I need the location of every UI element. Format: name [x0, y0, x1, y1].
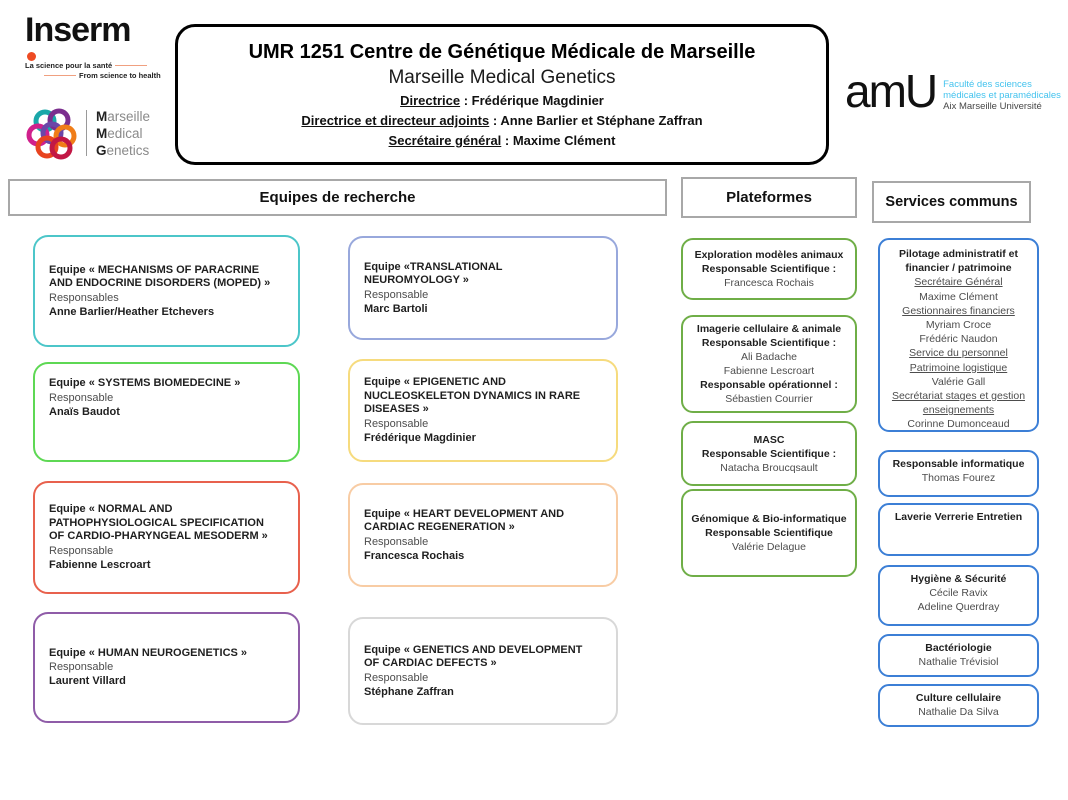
- team-title: Equipe « MECHANISMS OF PARACRINE AND ENDOCRINE DISORDERS (MOPED) »: [49, 263, 271, 289]
- platform-title: Génomique & Bio-informatique: [691, 513, 847, 525]
- unit-title-box: [175, 24, 829, 165]
- team-leader-names: Anaïs Baudot: [49, 405, 120, 418]
- unit-title: UMR 1251 Centre de Génétique Médicale de Marseille: [248, 41, 756, 63]
- amu-faculty-text: [943, 70, 1061, 112]
- team-title: Equipe «TRANSLATIONAL NEUROMYOLOGY »: [364, 260, 503, 286]
- platform-role-label: Responsable opérationnel :: [700, 379, 838, 391]
- team-role-label: Responsables: [49, 291, 119, 304]
- service-title: Responsable informatique: [892, 458, 1025, 470]
- inserm-logo: [25, 12, 175, 81]
- director-line: [178, 91, 826, 111]
- service-box-laverie-verrerie-entretien: [878, 503, 1039, 556]
- unit-subtitle: Marseille Medical Genetics: [388, 67, 616, 88]
- team-title: Equipe « SYSTEMS BIOMEDECINE »: [49, 377, 241, 389]
- service-person-name: Corinne Dumonceaud: [907, 418, 1010, 431]
- platform-responsible-name: Francesca Rochais: [724, 277, 814, 289]
- platform-role-label: Responsable Scientifique :: [701, 337, 837, 349]
- team-box-cardiac-defects: [348, 617, 618, 725]
- team-leader-names: Laurent Villard: [49, 675, 126, 688]
- team-box-epigenetic-nucleoskeleton: [348, 359, 618, 462]
- team-title: Equipe « HEART DEVELOPMENT AND CARDIAC REGENERATION »: [364, 507, 565, 533]
- team-leader-names: Anne Barlier/Heather Etchevers: [49, 305, 215, 318]
- tagline-rule: [115, 65, 147, 66]
- team-box-systems-biomedecine: [33, 362, 300, 462]
- service-role-label: Secrétaire Général: [914, 276, 1003, 289]
- service-person-name: Nathalie Trévisiol: [918, 656, 999, 669]
- director-label: Directrice: [400, 93, 461, 108]
- secretary-line: [178, 131, 826, 151]
- amu-logo: [845, 65, 1061, 117]
- team-role-label: Responsable: [49, 544, 114, 557]
- service-box-hygiene-securite: [878, 565, 1039, 626]
- service-box-culture-cellulaire: [878, 684, 1039, 727]
- secretary-name: : Maxime Clément: [501, 133, 616, 148]
- platform-role-label: Responsable Scientifique: [705, 527, 833, 539]
- service-box-pilotage-administratif: [878, 238, 1039, 432]
- deputies-line: [178, 111, 826, 131]
- platform-title: Exploration modèles animaux: [694, 249, 844, 261]
- service-person-name: Myriam Croce: [925, 319, 992, 332]
- deputies-names: : Anne Barlier et Stéphane Zaffran: [489, 113, 703, 128]
- service-title: Pilotage administratif et financier / patrimoine: [898, 248, 1019, 275]
- service-box-bacteriologie: [878, 634, 1039, 677]
- service-person-name: Maxime Clément: [919, 290, 998, 303]
- team-leader-names: Marc Bartoli: [364, 302, 428, 315]
- amu-faculty-line2: médicales et paramédicales: [943, 90, 1061, 101]
- service-title: Culture cellulaire: [915, 692, 1002, 704]
- service-role-label: Patrimoine logistique: [909, 361, 1008, 374]
- platform-responsible-name: Sébastien Courrier: [725, 393, 813, 405]
- team-box-moped: [33, 235, 300, 347]
- team-leader-names: Frédérique Magdinier: [364, 431, 476, 444]
- inserm-tagline-fr: [25, 61, 175, 71]
- amu-university-line: Aix Marseille Université: [943, 101, 1042, 112]
- amu-wordmark: amU: [845, 65, 937, 117]
- mmg-divider: [86, 110, 87, 156]
- inserm-tagline-en-text: From science to health: [79, 71, 161, 80]
- team-box-heart-development: [348, 483, 618, 587]
- mmg-line-medical: Medical: [96, 125, 143, 141]
- mmg-logo: [25, 106, 150, 160]
- service-person-name: Thomas Fourez: [921, 472, 996, 485]
- team-leader-names: Stéphane Zaffran: [364, 685, 454, 698]
- secretary-label: Secrétaire général: [388, 133, 502, 148]
- inserm-tagline: [25, 61, 175, 81]
- team-role-label: Responsable: [364, 535, 429, 548]
- team-title: Equipe « NORMAL AND PATHOPHYSIOLOGICAL SPECIFICATION OF CARDIO-PHARYNGEAL MESODERM »: [49, 503, 268, 543]
- platform-responsible-name: Natacha Broucqsault: [720, 461, 818, 474]
- service-person-name: Nathalie Da Silva: [918, 706, 999, 719]
- team-role-label: Responsable: [49, 661, 114, 674]
- mmg-line-marseille: Marseille: [96, 108, 151, 124]
- team-title: Equipe « EPIGENETIC AND NUCLEOSKELETON DYNAMICS IN RARE DISEASES »: [364, 376, 581, 416]
- mmg-knot-icon: [25, 106, 79, 160]
- team-leader-names: Francesca Rochais: [364, 549, 465, 562]
- service-role-label: Secrétariat stages et gestion enseignements: [891, 390, 1026, 417]
- team-box-translational-neuromyology: [348, 236, 618, 340]
- service-person-name: Frédéric Naudon: [919, 333, 998, 346]
- mmg-line-genetics: Genetics: [96, 142, 150, 158]
- director-name: : Frédérique Magdinier: [460, 93, 604, 108]
- platform-box-genomique-bioinformatique: [681, 489, 857, 577]
- platform-title: MASC: [753, 433, 785, 446]
- team-role-label: Responsable: [364, 288, 429, 301]
- header-equipes-de-recherche: Equipes de recherche: [8, 179, 667, 216]
- team-leader-names: Fabienne Lescroart: [49, 558, 151, 571]
- service-person-name: Adeline Querdray: [917, 601, 1000, 614]
- inserm-wordmark: [25, 12, 175, 48]
- inserm-dot: [27, 52, 36, 61]
- service-title: Hygiène & Sécurité: [910, 573, 1007, 585]
- platform-responsible-name: Ali Badache: [740, 351, 798, 363]
- mmg-wordmark: [96, 108, 150, 159]
- header-services-communs: Services communs: [872, 181, 1031, 223]
- team-role-label: Responsable: [364, 671, 429, 684]
- platform-role-label: Responsable Scientifique :: [701, 263, 837, 275]
- service-person-name: Valérie Gall: [931, 375, 986, 388]
- team-role-label: Responsable: [49, 391, 114, 404]
- deputies-label: Directrice et directeur adjoints: [301, 113, 490, 128]
- service-role-label: Gestionnaires financiers: [902, 304, 1015, 317]
- platform-role-label: Responsable Scientifique :: [701, 447, 837, 460]
- team-title: Equipe « HUMAN NEUROGENETICS »: [49, 646, 248, 659]
- team-title: Equipe « GENETICS AND DEVELOPMENT OF CARDIAC DEFECTS »: [364, 643, 583, 669]
- platform-responsible-name: Valérie Delague: [732, 541, 806, 553]
- inserm-wordmark-text: Inserm: [25, 11, 131, 49]
- team-box-cardio-pharyngeal-mesoderm: [33, 481, 300, 594]
- service-person-name: Cécile Ravix: [929, 587, 988, 600]
- team-role-label: Responsable: [364, 417, 429, 430]
- platform-responsible-name: Fabienne Lescroart: [723, 365, 815, 377]
- platform-box-exploration-modeles-animaux: [681, 238, 857, 300]
- platform-box-imagerie-cellulaire-animale: [681, 315, 857, 413]
- inserm-tagline-en: [25, 71, 175, 81]
- service-title: Bactériologie: [925, 642, 992, 654]
- service-role-label: Service du personnel: [909, 347, 1008, 360]
- platform-title: Imagerie cellulaire & animale: [696, 323, 842, 335]
- inserm-tagline-fr-text: La science pour la santé: [25, 61, 113, 70]
- amu-faculty-line1: Faculté des sciences: [943, 79, 1032, 90]
- tagline-rule: [44, 75, 76, 76]
- service-box-informatique: [878, 450, 1039, 497]
- service-title: Laverie Verrerie Entretien: [894, 511, 1023, 523]
- team-box-human-neurogenetics: [33, 612, 300, 723]
- header-plateformes: Plateformes: [681, 177, 857, 218]
- platform-box-masc: [681, 421, 857, 486]
